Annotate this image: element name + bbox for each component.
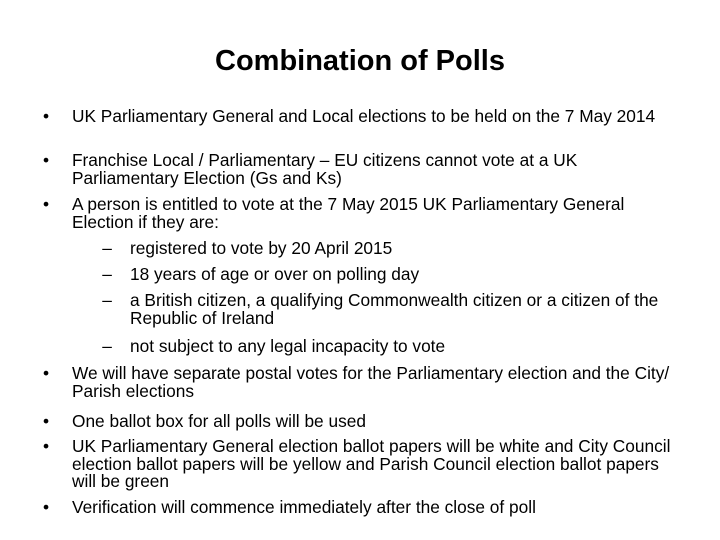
bullet-text: We will have separate postal votes for the Parliamentary election and the City/ Parish elections	[72, 363, 670, 401]
slide-title: Combination of Polls	[215, 45, 505, 77]
bullet-text: UK Parliamentary General election ballot papers will be white and City Council election ballot papers will be yellow and Parish Council election ballot papers will be green	[72, 436, 671, 492]
sub-bullet-text: registered to vote by 20 April 2015	[130, 238, 393, 258]
sub-bullet-marker: –	[102, 336, 112, 356]
bullet-text: Verification will commence immediately after the close of poll	[72, 497, 536, 517]
bullet-text: One ballot box for all polls will be used	[72, 411, 366, 431]
sub-bullet-text: a British citizen, a qualifying Commonwealth citizen or a citizen of the Republic of Ireland	[130, 290, 659, 328]
bullet-marker: •	[42, 150, 50, 170]
bullet-marker: •	[42, 497, 50, 517]
bullet-text: Franchise Local / Parliamentary – EU citizens cannot vote at a UK Parliamentary Election (Gs and Ks)	[72, 150, 578, 188]
bullet-marker: •	[42, 436, 50, 456]
bullet-text: A person is entitled to vote at the 7 May 2015 UK Parliamentary General Election if they are:	[72, 194, 625, 232]
bullet-marker: •	[42, 194, 50, 214]
bullet-marker: •	[42, 106, 50, 126]
sub-bullet-marker: –	[102, 264, 112, 284]
sub-bullet-marker: –	[102, 290, 112, 310]
sub-bullet-marker: –	[102, 238, 112, 258]
bullet-marker: •	[42, 363, 50, 383]
bullet-marker: •	[42, 411, 50, 431]
bullet-text: UK Parliamentary General and Local elections to be held on the 7 May 2014	[72, 106, 656, 126]
sub-bullet-text: 18 years of age or over on polling day	[130, 264, 420, 284]
sub-bullet-text: not subject to any legal incapacity to vote	[130, 336, 446, 356]
